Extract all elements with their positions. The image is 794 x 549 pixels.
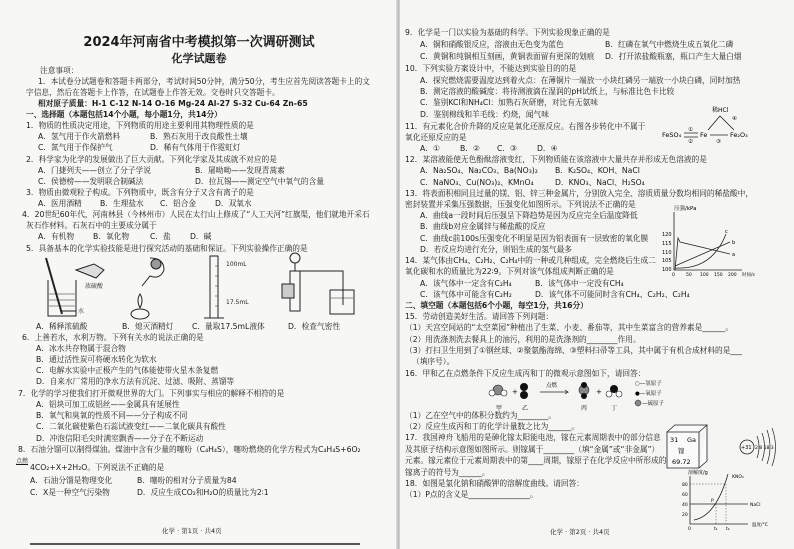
q6-option-d: D．自来水厂常用的净水方法有沉淀、过滤、吸附、蒸馏等	[36, 377, 235, 386]
q10-option-c: C．鉴别KCl和NH₄Cl：加熟石灰研磨，对比有无氨味	[420, 98, 598, 107]
q18-stem: 18．如图是氯化钠和硝酸钾的溶解度曲线。请回答：	[405, 479, 584, 488]
element-name: 镓	[678, 447, 685, 455]
svg-text:+: +	[512, 388, 518, 396]
ytick: 80	[682, 483, 688, 488]
page-1-footer: 化学 · 第1页 · 共4页	[162, 527, 222, 535]
q7-option-d: D．冲泡信阳毛尖时满室飘香——分子在不断运动	[36, 434, 204, 443]
q8-stem-cont: 4CO₂+X+2H₂O。下列说法不正确的是	[30, 463, 165, 472]
ytick: 105	[662, 258, 672, 264]
step-1-label: ①	[688, 127, 693, 133]
q4-stem: 4．20世纪60年代，河南林县（今林州市）人民在太行山上修成了“人工天河”红旗渠，他们就地开采石	[22, 210, 370, 219]
q5-option-a: A．稀释浓硫酸	[36, 322, 88, 331]
q13-stem-cont: 密封装置并采集压强数据，压强变化如图所示。下列说法不正确的是	[405, 200, 636, 209]
temperature-axis-label: 温度/°C	[752, 523, 768, 528]
reaction-condition: 点燃	[546, 383, 558, 389]
q14-option-c: C．该气体中可能含有C₂H₂	[420, 290, 512, 299]
label-feso4: FeSO₄	[662, 131, 682, 139]
label-ding: 丁	[611, 405, 618, 412]
q11-stem: 11．有元素化合价升降的反应是氧化还原反应。右图各步转化中不属于	[405, 122, 646, 131]
q17-line-3: 元素。镓元素位于元素周期表中的第____周期，镓原子在化学反应中所形成的	[405, 456, 667, 465]
q10-stem: 10．下列实验方案设计中，不能达到实验目的的是	[405, 64, 577, 73]
xtick: 150	[714, 273, 723, 278]
q13-option-d: D．若反应均进行充分，则铝生成的氢气最多	[420, 245, 572, 254]
q6-stem: 6．上善若水，水利万物。下列有关水的说法正确的是	[22, 333, 204, 342]
q16-part-2: （2）反应生成丙和丁的化学计量数之比为______。	[405, 422, 580, 431]
q13-stem: 13．将表面积相同且过量的镁、铝、锌三种金属片，分别放入完全、溶质质量分数均相同的稀盐酸中，	[405, 189, 754, 198]
q8-option-b: B．噻吩的相对分子质量为84	[137, 476, 237, 485]
q14-option-d: D．该气体不可能同时含有CH₄、C₂H₂、C₂H₄	[535, 290, 690, 299]
q13-option-a: A．曲线a一段时间后压强呈下降趋势是因为反应完全后温度降低	[420, 211, 638, 220]
kno3-label: KNO₃	[732, 475, 744, 480]
q7-option-c: C．二氧化碳使紫色石蕊试液变红——二氧化碳具有酸性	[36, 422, 226, 431]
q5-stem: 5．具备基本的化学实验技能是进行探究活动的基础和保证。下列实验操作正确的是	[26, 244, 308, 253]
label-yi: 乙	[522, 405, 529, 412]
ytick: 115	[662, 241, 672, 247]
beaker-dilution-figure	[46, 258, 104, 316]
q2-option-b: B．屠呦呦——发现青蒿素	[195, 166, 285, 175]
q2-option-d: D．拉瓦锡——测定空气中氧气的含量	[195, 177, 324, 186]
gallium-atom-structure	[740, 428, 776, 466]
molecule-jia	[489, 385, 507, 396]
point-p-label: P	[711, 499, 714, 504]
q4-stem-cont: 灰石作材料。石灰石中的主要成分属于	[26, 221, 157, 230]
q15-part-1: （1）天宫空间站的“太空菜园”种植出了生菜、小麦、番茄等，其中生菜富含的营养素是______。	[405, 323, 734, 332]
curve-b-label: b	[732, 240, 736, 246]
page-2-footer: 化学 · 第2页 · 共4页	[550, 528, 610, 536]
q17-line-4: 镓离子的符号为______。	[405, 468, 490, 477]
gallium-element-card	[665, 424, 785, 474]
legend-sulfur: —硫原子	[642, 401, 665, 407]
label-bing: 丙	[581, 405, 588, 412]
sulfur-atom-icon	[635, 400, 641, 406]
ytick: 40	[682, 503, 688, 508]
notes-heading: 注意事项：	[40, 66, 79, 75]
step-4-label: ④	[732, 116, 737, 122]
pressure-time-chart	[662, 204, 762, 276]
q10-option-a: A．探究燃烧需要温度达到着火点：在薄铜片一端放一小块红磷另一端放一小块白磷，同时加热	[420, 76, 741, 85]
solubility-axis-label: 溶解度/g	[688, 470, 708, 476]
graduated-cylinder-figure	[204, 256, 249, 318]
q18-part-1: （1）P点的含义是________________。	[405, 490, 538, 499]
label-jia: 甲	[496, 405, 503, 412]
q7-stem: 7．化学的学习使我们打开微观世界的大门。下列事实与相应的解释不相符的是	[18, 389, 285, 398]
label-water: 水	[78, 308, 85, 315]
q17-line-2: 及其原子结构示意图如图所示。则镓属于________（填“金属”或“非金属”）	[405, 445, 660, 454]
q11-option-c: C．③	[497, 144, 517, 153]
q16-micro-reaction-diagram	[480, 380, 680, 412]
q11-option-a: A．①	[420, 144, 440, 153]
q9-option-c: C．黄铜和纯铜相互刻画，黄铜表面留有更深的划痕	[420, 52, 595, 61]
q8-option-d: D．反应生成CO₂和H₂O的质量比为2∶1	[137, 488, 269, 497]
atomic-masses: 相对原子质量：H-1 C-12 N-14 O-16 Mg-24 Al-27 S-32 Cu-64 Zn-65	[38, 99, 308, 108]
q13-option-b: B．曲线b对应金属锌与稀盐酸的反应	[420, 222, 546, 231]
q12-option-d: D．KNO₃、NaCl、H₂SO₄	[555, 178, 645, 187]
q6-option-a: A．冰水共存物属于混合物	[36, 344, 126, 353]
q10-option-d: D．鉴别棉线和羊毛线：灼烧，闻气味	[420, 110, 549, 119]
q5-option-d: D．检查气密性	[288, 322, 341, 331]
ytick: 20	[682, 513, 688, 518]
q9-option-b: B．红磷在氧气中燃烧生成五氧化二磷	[605, 40, 734, 49]
q4-option-d: D．碱	[190, 232, 212, 241]
pressure-axis-label: 压强/kPa	[674, 206, 697, 212]
electron-shells: 2 8 18 3	[755, 446, 774, 451]
note-1-cont: 字信息，然后在答题卡上作答，在试题卷上作答无效。交卷时只交答题卡。	[26, 88, 280, 97]
q8-stem: 8．石油分馏可以制得煤油。煤油中含有少量的噻吩（C₄H₄S），噻吩燃烧的化学方程式为C₄H₄S+6O₂	[18, 445, 361, 454]
q8-condition: 点燃	[16, 458, 29, 465]
q11-option-b: B．②	[460, 144, 480, 153]
q3-option-c: C．铝合金	[160, 199, 197, 208]
q5-option-c: C．量取17.5mL液体	[192, 322, 265, 331]
label-fe2o3: Fe₂O₃	[730, 131, 748, 139]
molecule-ding	[606, 385, 622, 397]
q17-line-1: 17．我国神舟飞船用的是砷化镓太阳能电池，镓在元素周期表中的部分信息	[405, 433, 661, 442]
xtick: 100	[700, 273, 709, 278]
xtick: 0	[672, 273, 675, 278]
q2-option-c: C．侯德榜——发明联合制碱法	[38, 177, 144, 186]
xtick: 50	[686, 273, 692, 278]
q9-stem: 9．化学是一门以实验为基础的科学。下列实验现象正确的是	[405, 28, 610, 37]
q11-stem-cont: 氧化还原反应的是	[405, 133, 467, 142]
scan-edge-line	[30, 543, 360, 545]
q2-option-a: A．门捷列夫——创立了分子学说	[38, 166, 151, 175]
q6-option-c: C．电解水实验中正极产生的气体能使带火星木条复燃	[36, 366, 219, 375]
q8-option-c: C．X是一种空气污染物	[30, 488, 110, 497]
q5-apparatus-figures	[0, 256, 398, 324]
kno3-curve	[694, 474, 728, 520]
curve-c-label: c	[725, 229, 728, 235]
label-17-5ml: 17.5mL	[226, 299, 249, 306]
chart-axes	[690, 476, 748, 524]
step-2-label: ②	[688, 139, 693, 145]
q8-option-a: A．石油分馏是物理变化	[30, 476, 113, 485]
label-dilute-hcl: 稀HCl	[712, 107, 729, 114]
q3-option-a: A．医用酒精	[38, 199, 82, 208]
exam-page-2	[400, 0, 794, 549]
airtightness-check-figure	[282, 253, 354, 314]
q4-option-c: C．盐	[150, 232, 171, 241]
q13-option-c: C．曲线c前100s压强变化不明显是因为铝表面有一层致密的氧化膜	[420, 234, 649, 243]
q14-option-a: A．该气体中一定含有C₂H₄	[420, 279, 512, 288]
q15-part-3-cont: （填序号）。	[412, 357, 455, 366]
atomic-mass: 69.72	[672, 458, 691, 466]
q4-option-b: B．氧化物	[93, 232, 130, 241]
q1-option-d: D．稀有气体用于作霓虹灯	[150, 143, 241, 152]
xtick-0: 0	[688, 527, 691, 532]
q14-option-b: B．该气体中一定没有CH₄	[535, 279, 624, 288]
xtick: 200	[728, 273, 737, 278]
q10-option-b: B．测定溶液的酸碱度：将待测液滴在湿润的pH试纸上，与标准比色卡比较	[420, 87, 675, 96]
ytick: 60	[682, 493, 688, 498]
label-100ml: 100mL	[226, 261, 247, 268]
q9-option-a: A．铜和硝酸银反应，溶液由无色变为蓝色	[420, 40, 564, 49]
svg-text:+: +	[596, 388, 602, 396]
q1-stem: 1．物质的性质决定用途，下列物质的用途主要利用其物理性质的是	[26, 121, 254, 130]
section-2-heading: 二、填空题（本题包括6个小题，每空1分，共16分）	[405, 301, 588, 310]
step-3-label: ③	[716, 139, 721, 145]
q12-option-b: B．K₂SO₄、KOH、NaCl	[555, 166, 640, 175]
q16-stem: 16．甲和乙在点燃条件下反应生成丙和丁的微观示意图如下，请回答：	[405, 369, 646, 378]
q3-stem: 3．物质由微观粒子构成。下列物质中，既含有分子又含有离子的是	[26, 188, 254, 197]
legend-oxygen: ●—氧原子	[635, 391, 662, 397]
q15-stem: 15．劳动创造美好生活。请回答下列问题：	[405, 312, 554, 321]
label-fe: Fe	[700, 131, 708, 139]
xtick-t2: t₂	[726, 527, 730, 532]
legend-hydrogen: ○—氢原子	[635, 381, 662, 387]
note-1: 1．本试卷分试题卷和答题卡两部分，考试时间50分钟，满分50分，考生应首先阅读答题卡上的文	[38, 77, 370, 86]
exam-subtitle: 化学试题卷	[171, 52, 227, 65]
q11-option-d: D．④	[537, 144, 558, 153]
q7-option-a: A．铝块可加工成铝丝——金属具有延展性	[36, 400, 180, 409]
curve-a-label: a	[732, 252, 736, 258]
q1-option-b: B．熟石灰用于改良酸性土壤	[150, 132, 248, 141]
solubility-curve-chart	[682, 470, 792, 532]
q14-stem-cont: 氧化碳和水的质量比为22∶9。下列对该气体组成判断正确的是	[405, 267, 614, 276]
section-1-heading: 一、选择题（本题包括14个小题，每小题1分，共14分）	[26, 110, 222, 119]
q6-option-b: B．通过活性炭可将硬水转化为软水	[36, 355, 157, 364]
q12-stem: 12．某溶液能使无色酚酞溶液变红，下列物质能在该溶液中大量共存并形成无色溶液的是	[405, 155, 707, 164]
q14-stem: 14．某气体由CH₄、C₂H₂、C₂H₄中的一种或几种组成，完全燃烧后生成二	[405, 256, 656, 265]
ytick: 120	[662, 232, 672, 238]
nacl-label: NaCl	[750, 503, 761, 508]
q1-option-a: A．氢气用于作火箭燃料	[38, 132, 121, 141]
q15-part-3: （3）打扫卫生用到了①钢丝球、②聚氨酯海绵、③塑料扫帚等工具，其中属于有机合成材料的是___	[405, 346, 742, 355]
q16-part-1: （1）乙在空气中的体积分数约为________。	[405, 411, 556, 420]
q1-option-c: C．氮气用于作保护气	[38, 143, 113, 152]
q9-option-d: D．打开浓盐酸瓶塞，瓶口产生大量白烟	[605, 52, 742, 61]
q11-conversion-diagram	[662, 106, 752, 145]
alcohol-lamp-figure	[131, 258, 164, 319]
element-symbol: Ga	[687, 436, 697, 444]
q3-option-d: D．双氧水	[215, 199, 252, 208]
ytick: 100	[662, 267, 672, 273]
ytick: 110	[662, 250, 672, 256]
exam-title: 2024年河南省中考模拟第一次调研测试	[83, 35, 315, 50]
q5-option-b: B．熄灭酒精灯	[122, 322, 174, 331]
nuclear-charge: +31	[741, 445, 752, 451]
q3-option-b: B．生理盐水	[100, 199, 144, 208]
atomic-number: 31	[670, 436, 679, 444]
q12-option-c: C．NaNO₃、Cu(NO₃)₂、KMnO₄	[420, 178, 534, 187]
q12-option-a: A．Na₂SO₄、Na₂CO₃、Ba(NO₃)₂	[420, 166, 538, 175]
q4-option-a: A．有机物	[38, 232, 75, 241]
q7-option-b: B．氧气和臭氧的性质不同——分子构成不同	[36, 411, 188, 420]
molecule-bing	[579, 382, 589, 399]
label-conc-sulfuric-acid: 浓硫酸	[85, 283, 104, 290]
q2-stem: 2．科学家为化学的发展做出了巨大贡献。下列化学家及其成就不对应的是	[26, 155, 277, 164]
q15-part-2: （2）用洗涤剂洗去餐具上的油污，利用的是洗涤剂的________作用。	[405, 335, 641, 344]
molecule-yi	[520, 383, 528, 399]
xtick-t1: t₁	[714, 527, 718, 532]
time-axis-label: 时间/s	[742, 273, 755, 278]
